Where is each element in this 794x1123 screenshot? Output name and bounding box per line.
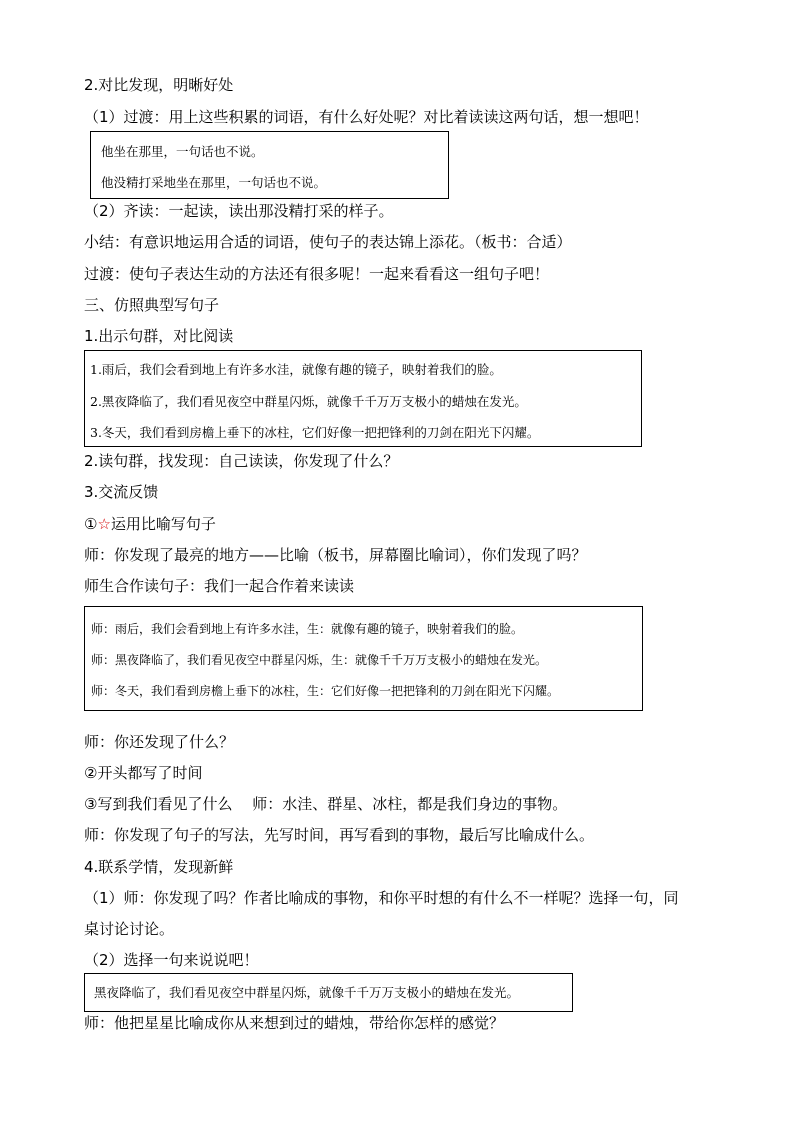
step-4-1-text: （1）师：你发现了吗？作者比喻成的事物，和你平时想的有什么不一样呢？选择一句，同 xyxy=(84,889,679,907)
item-2-text: ②开头都写了时间 xyxy=(84,764,203,782)
box-sentence: 他没精打采地坐在那里，一句话也不说。 xyxy=(101,175,327,190)
step-3-3-text: 3.交流反馈 xyxy=(84,483,159,501)
transition-text: 过渡：使句子表达生动的方法还有很多呢！一起来看看这一组句子吧！ xyxy=(84,265,550,283)
sentence-group-box xyxy=(84,350,642,447)
box-sentence: 师：冬天，我们看到房檐上垂下的冰柱，生：它们好像一把把锋利的刀剑在阳光下闪耀。 xyxy=(91,684,560,698)
step-2-2-text: （2）齐读：一起读，读出那没精打采的样子。 xyxy=(84,202,394,220)
box-sentence: 2.黑夜降临了，我们看见夜空中群星闪烁，就像千千万万支极小的蜡烛在发光。 xyxy=(90,394,527,409)
teacher-text-4: 师：他把星星比喻成你从来想到过的蜡烛，带给你怎样的感觉？ xyxy=(84,1014,505,1032)
step-4-2-text: （2）选择一句来说说吧！ xyxy=(84,951,259,969)
item-label: 运用比喻写句子 xyxy=(110,515,216,533)
box-sentence: 1.雨后，我们会看到地上有许多水洼，就像有趣的镜子，映射着我们的脸。 xyxy=(90,362,502,377)
item-1-text xyxy=(84,514,216,534)
section-2-title: 2.对比发现，明晰好处 xyxy=(84,76,234,94)
part-3-title: 三、仿照典型写句子 xyxy=(84,296,220,314)
box-sentence: 师：黑夜降临了，我们看见夜空中群星闪烁，生：就像千千万万支极小的蜡烛在发光。 xyxy=(91,653,548,667)
item-3-text: ③写到我们看见了什么 师：水洼、群星、冰柱，都是我们身边的事物。 xyxy=(84,795,568,813)
box-sentence: 他坐在那里，一句话也不说。 xyxy=(101,144,264,159)
dialogue-box xyxy=(84,606,643,711)
teacher-text-1: 师：你发现了最亮的地方——比喻（板书，屏幕圈比喻词），你们发现了吗？ xyxy=(84,546,587,564)
box-sentence: 师：雨后，我们会看到地上有许多水洼，生：就像有趣的镜子，映射着我们的脸。 xyxy=(91,622,524,636)
step-4-1-text-continued: 桌讨论讨论。 xyxy=(84,920,175,938)
step-3-1-text: 1.出示句群，对比阅读 xyxy=(84,327,234,345)
teacher-text-3: 师：你发现了句子的写法，先写时间，再写看到的事物，最后写比喻成什么。 xyxy=(84,826,595,844)
step-3-4-text: 4.联系学情，发现新鲜 xyxy=(84,858,234,876)
item-number: ① xyxy=(84,515,98,533)
box-sentence: 3.冬天，我们看到房檐上垂下的冰柱，它们好像一把把锋利的刀剑在阳光下闪耀。 xyxy=(90,425,540,440)
box-sentence: 黑夜降临了，我们看见夜空中群星闪烁，就像千千万万支极小的蜡烛在发光。 xyxy=(94,985,520,1000)
step-2-1-text: （1）过渡：用上这些积累的词语，有什么好处呢？对比着读读这两句话，想一想吧！ xyxy=(84,108,649,126)
teacher-text-2: 师：你还发现了什么？ xyxy=(84,733,235,751)
cooperative-reading-text: 师生合作读句子：我们一起合作着来读读 xyxy=(84,577,355,595)
summary-text: 小结：有意识地运用合适的词语，使句子的表达锦上添花。（板书：合适） xyxy=(84,233,572,251)
star-icon: ☆ xyxy=(97,515,111,533)
step-3-2-text: 2.读句群，找发现：自己读读，你发现了什么？ xyxy=(84,452,399,470)
example-sentence-box xyxy=(84,973,573,1012)
comparison-box xyxy=(90,131,449,199)
